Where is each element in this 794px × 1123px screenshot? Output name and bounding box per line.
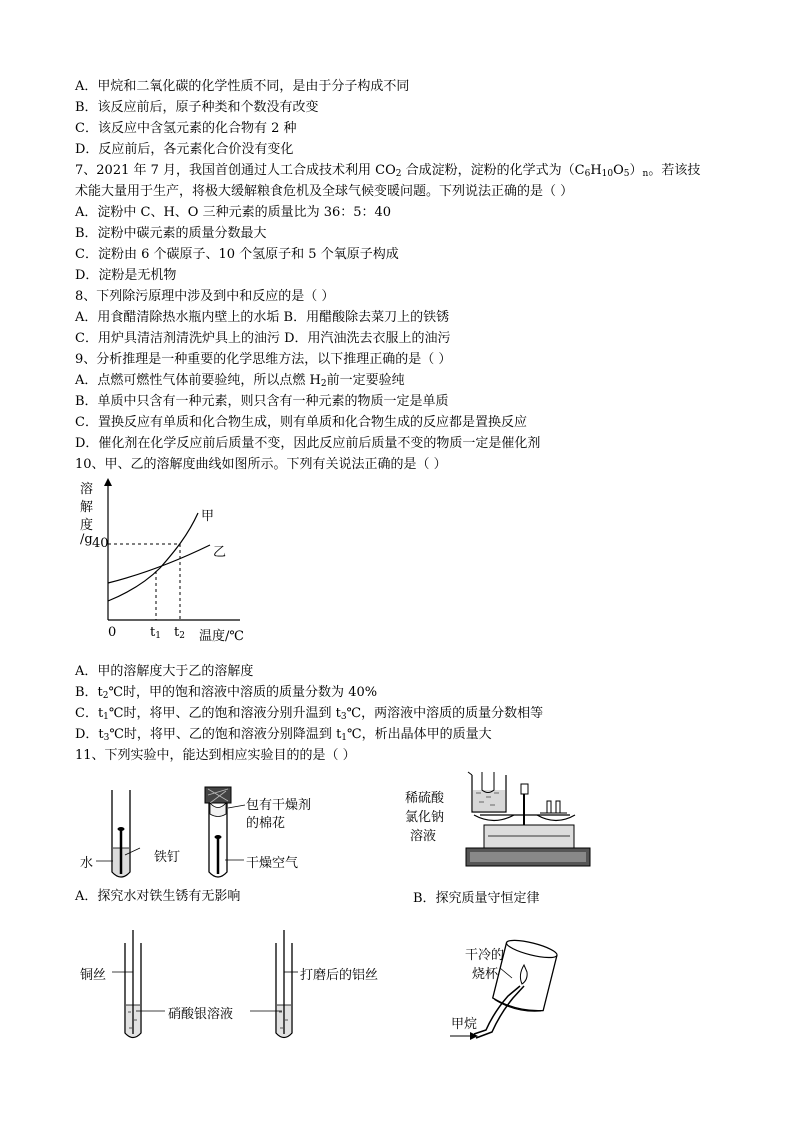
chart-xtick-t1: $t_1$ [150,625,161,641]
chart-ytick-40: 40 [92,536,109,551]
series-label-jia: 甲 [201,509,215,524]
q10-option-d: D．$t_3℃$时，将甲、乙的饱和溶液分别降温到 $t_1℃$，析出晶体甲的质量大 [75,727,492,743]
chart-ylabel-1: 溶 [80,482,94,497]
q7-stem: 7、2021 年 7 月，我国首创通过人工合成技术利用 $CO_2$ 合成淀粉，淀粉的化学式为$(C_6H_{10}O_5)_n$。若该技 [75,163,701,179]
q10-option-a: A．甲的溶解度大于乙的溶解度 [75,664,254,679]
q7-option-c: C．淀粉由 6 个碳原子、10 个氢原子和 5 个氧原子构成 [75,247,399,262]
q9-option-b: B．单质中只含有一种元素，则只含有一种元素的物质一定是单质 [75,394,449,409]
q8-options-ab: A．用食醋清除热水瓶内壁上的水垢 B．用醋酸除去菜刀上的铁锈 [75,310,450,325]
label-nacl: 氯化钠 [405,810,445,825]
q11-stem: 11、下列实验中，能达到相应实验目的的是（ ） [75,748,356,763]
caption-a: A．探究水对铁生锈有无影响 [75,889,241,904]
chart-ylabel-4: /g [80,532,93,547]
q9-stem: 9、分析推理是一种重要的化学思维方法，以下推理正确的是（ ） [75,352,452,367]
q7-option-d: D．淀粉是无机物 [75,268,177,283]
label-nail: 铁钉 [154,850,181,865]
q6-option-c: C．该反应中含氢元素的化合物有 2 种 [75,121,297,136]
q8-stem: 8、下列除污原理中涉及到中和反应的是（ ） [75,289,335,304]
label-copper: 铜丝 [80,968,107,983]
q8-options-cd: C．用炉具清洁剂清洗炉具上的油污 D．用汽油洗去衣服上的油污 [75,331,451,346]
label-aluminium: 打磨后的铝丝 [300,968,379,983]
series-label-yi: 乙 [213,545,227,560]
chart-xtick-origin: 0 [108,625,117,640]
label-cotton: 的棉花 [246,816,286,831]
q6-option-b: B．该反应前后，原子种类和个数没有改变 [75,100,319,115]
chart-xlabel: 温度/℃ [199,629,244,644]
q9-option-c: C．置换反应有单质和化合物生成，则有单质和化合物生成的反应都是置换反应 [75,415,527,430]
q10-option-c: C．$t_1℃$时，将甲、乙的饱和溶液分别升温到 $t_3℃$，两溶液中溶质的质量分数相等 [75,706,544,722]
label-agno3: 硝酸银溶液 [168,1007,234,1022]
q10-stem: 10、甲、乙的溶解度曲线如图所示。下列有关说法正确的是（ ） [75,457,447,472]
q6-option-d: D．反应前后，各元素化合价没有变化 [75,142,294,157]
label-water: 水 [80,856,94,871]
q10-option-b: B．$t_2℃$时，甲的饱和溶液中溶质的质量分数为 40% [75,685,378,701]
chart-ylabel-3: 度 [80,518,94,533]
chart-ylabel-2: 解 [80,500,94,515]
q9-option-a: A．点燃可燃性气体前要验纯，所以点燃 $H_2$前一定要验纯 [75,373,405,389]
chart-xtick-t2: $t_2$ [174,625,185,641]
q7-option-b: B．淀粉中碳元素的质量分数最大 [75,226,267,241]
label-cold: 干冷的 [465,948,505,963]
q6-option-a: A．甲烷和二氧化碳的化学性质不同，是由于分子构成不同 [75,79,410,94]
caption-b: B．探究质量守恒定律 [413,891,540,906]
label-beaker: 烧杯 [472,967,499,982]
q9-option-d: D．催化剂在化学反应前后质量不变，因此反应前后质量不变的物质一定是催化剂 [75,436,541,451]
label-methane: 甲烷 [451,1017,478,1032]
q7-option-a: A．淀粉中 C、H、O 三种元素的质量比为 36：5：40 [75,205,392,220]
label-desiccant: 包有干燥剂 [246,798,312,813]
label-dry-air: 干燥空气 [246,856,299,871]
label-acid: 稀硫酸 [405,791,445,806]
q7-stem-line2: 术能大量用于生产，将极大缓解粮食危机及全球气候变暖问题。下列说法正确的是（ ） [75,184,574,199]
label-solution: 溶液 [410,829,437,844]
